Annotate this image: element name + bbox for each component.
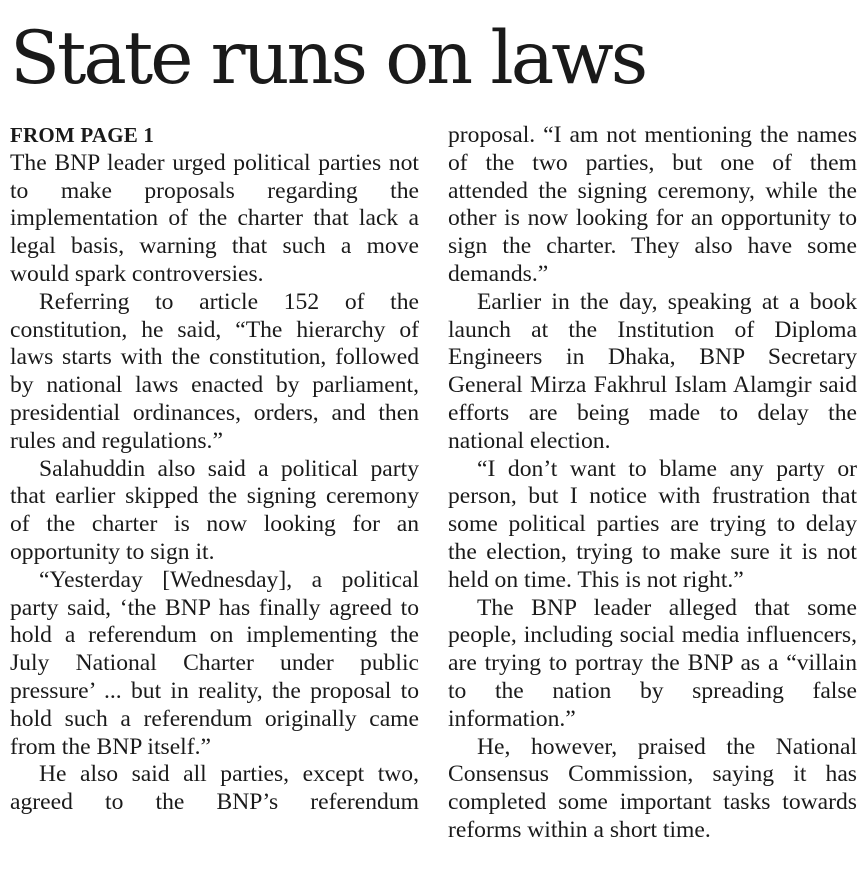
- paragraph: Referring to article 152 of the constitution, he said, “The hierarchy of laws starts with the constitution, followed by national laws enacted by parliament, presidential ordinances, orders, and then rules and regulations.”: [10, 288, 419, 454]
- paragraph: The BNP leader urged political parties not to make proposals regarding the implementation of the charter that lack a legal basis, warning that such a move would spark controversies.: [10, 149, 419, 287]
- paragraph-continuation: proposal. “I am not mentioning the names of the two parties, but one of them attended the signing ceremony, while the other is now looking for an opportunity to sign the charter. They also have some demands.”: [448, 122, 857, 287]
- paragraph: Salahuddin also said a political party that earlier skipped the signing ceremony of the charter is now looking for an opportunity to sign it.: [10, 455, 419, 565]
- paragraph: Earlier in the day, speaking at a book launch at the Institution of Diploma Engineers in Dhaka, BNP Secretary General Mirza Fakhrul Islam Alamgir said efforts are being made to delay the national election.: [448, 288, 857, 454]
- article-column-left: [10, 122, 419, 817]
- paragraph: He, however, praised the National Consensus Commission, saying it has completed some important tasks towards reforms within a short time.: [448, 733, 857, 843]
- headline: State runs on laws: [10, 16, 646, 101]
- paragraph: “Yesterday [Wednesday], a political party said, ‘the BNP has finally agreed to hold a referendum on implementing the July National Charter under public pressure’ ... but in reality, the proposal to hold such a referendum originally came from the BNP itself.”: [10, 566, 419, 760]
- paragraph: The BNP leader alleged that some people, including social media influencers, are trying to portray the BNP as a “villain to the nation by spreading false information.”: [448, 594, 857, 732]
- kicker: FROM PAGE 1: [10, 123, 155, 147]
- paragraph-continued: He also said all parties, except two, agreed to the BNP’s referendum: [10, 761, 419, 816]
- article-column-right: [448, 122, 857, 845]
- paragraph: “I don’t want to blame any party or person, but I notice with frustration that some political parties are trying to delay the election, trying to make sure it is not held on time. This is not right.”: [448, 455, 857, 593]
